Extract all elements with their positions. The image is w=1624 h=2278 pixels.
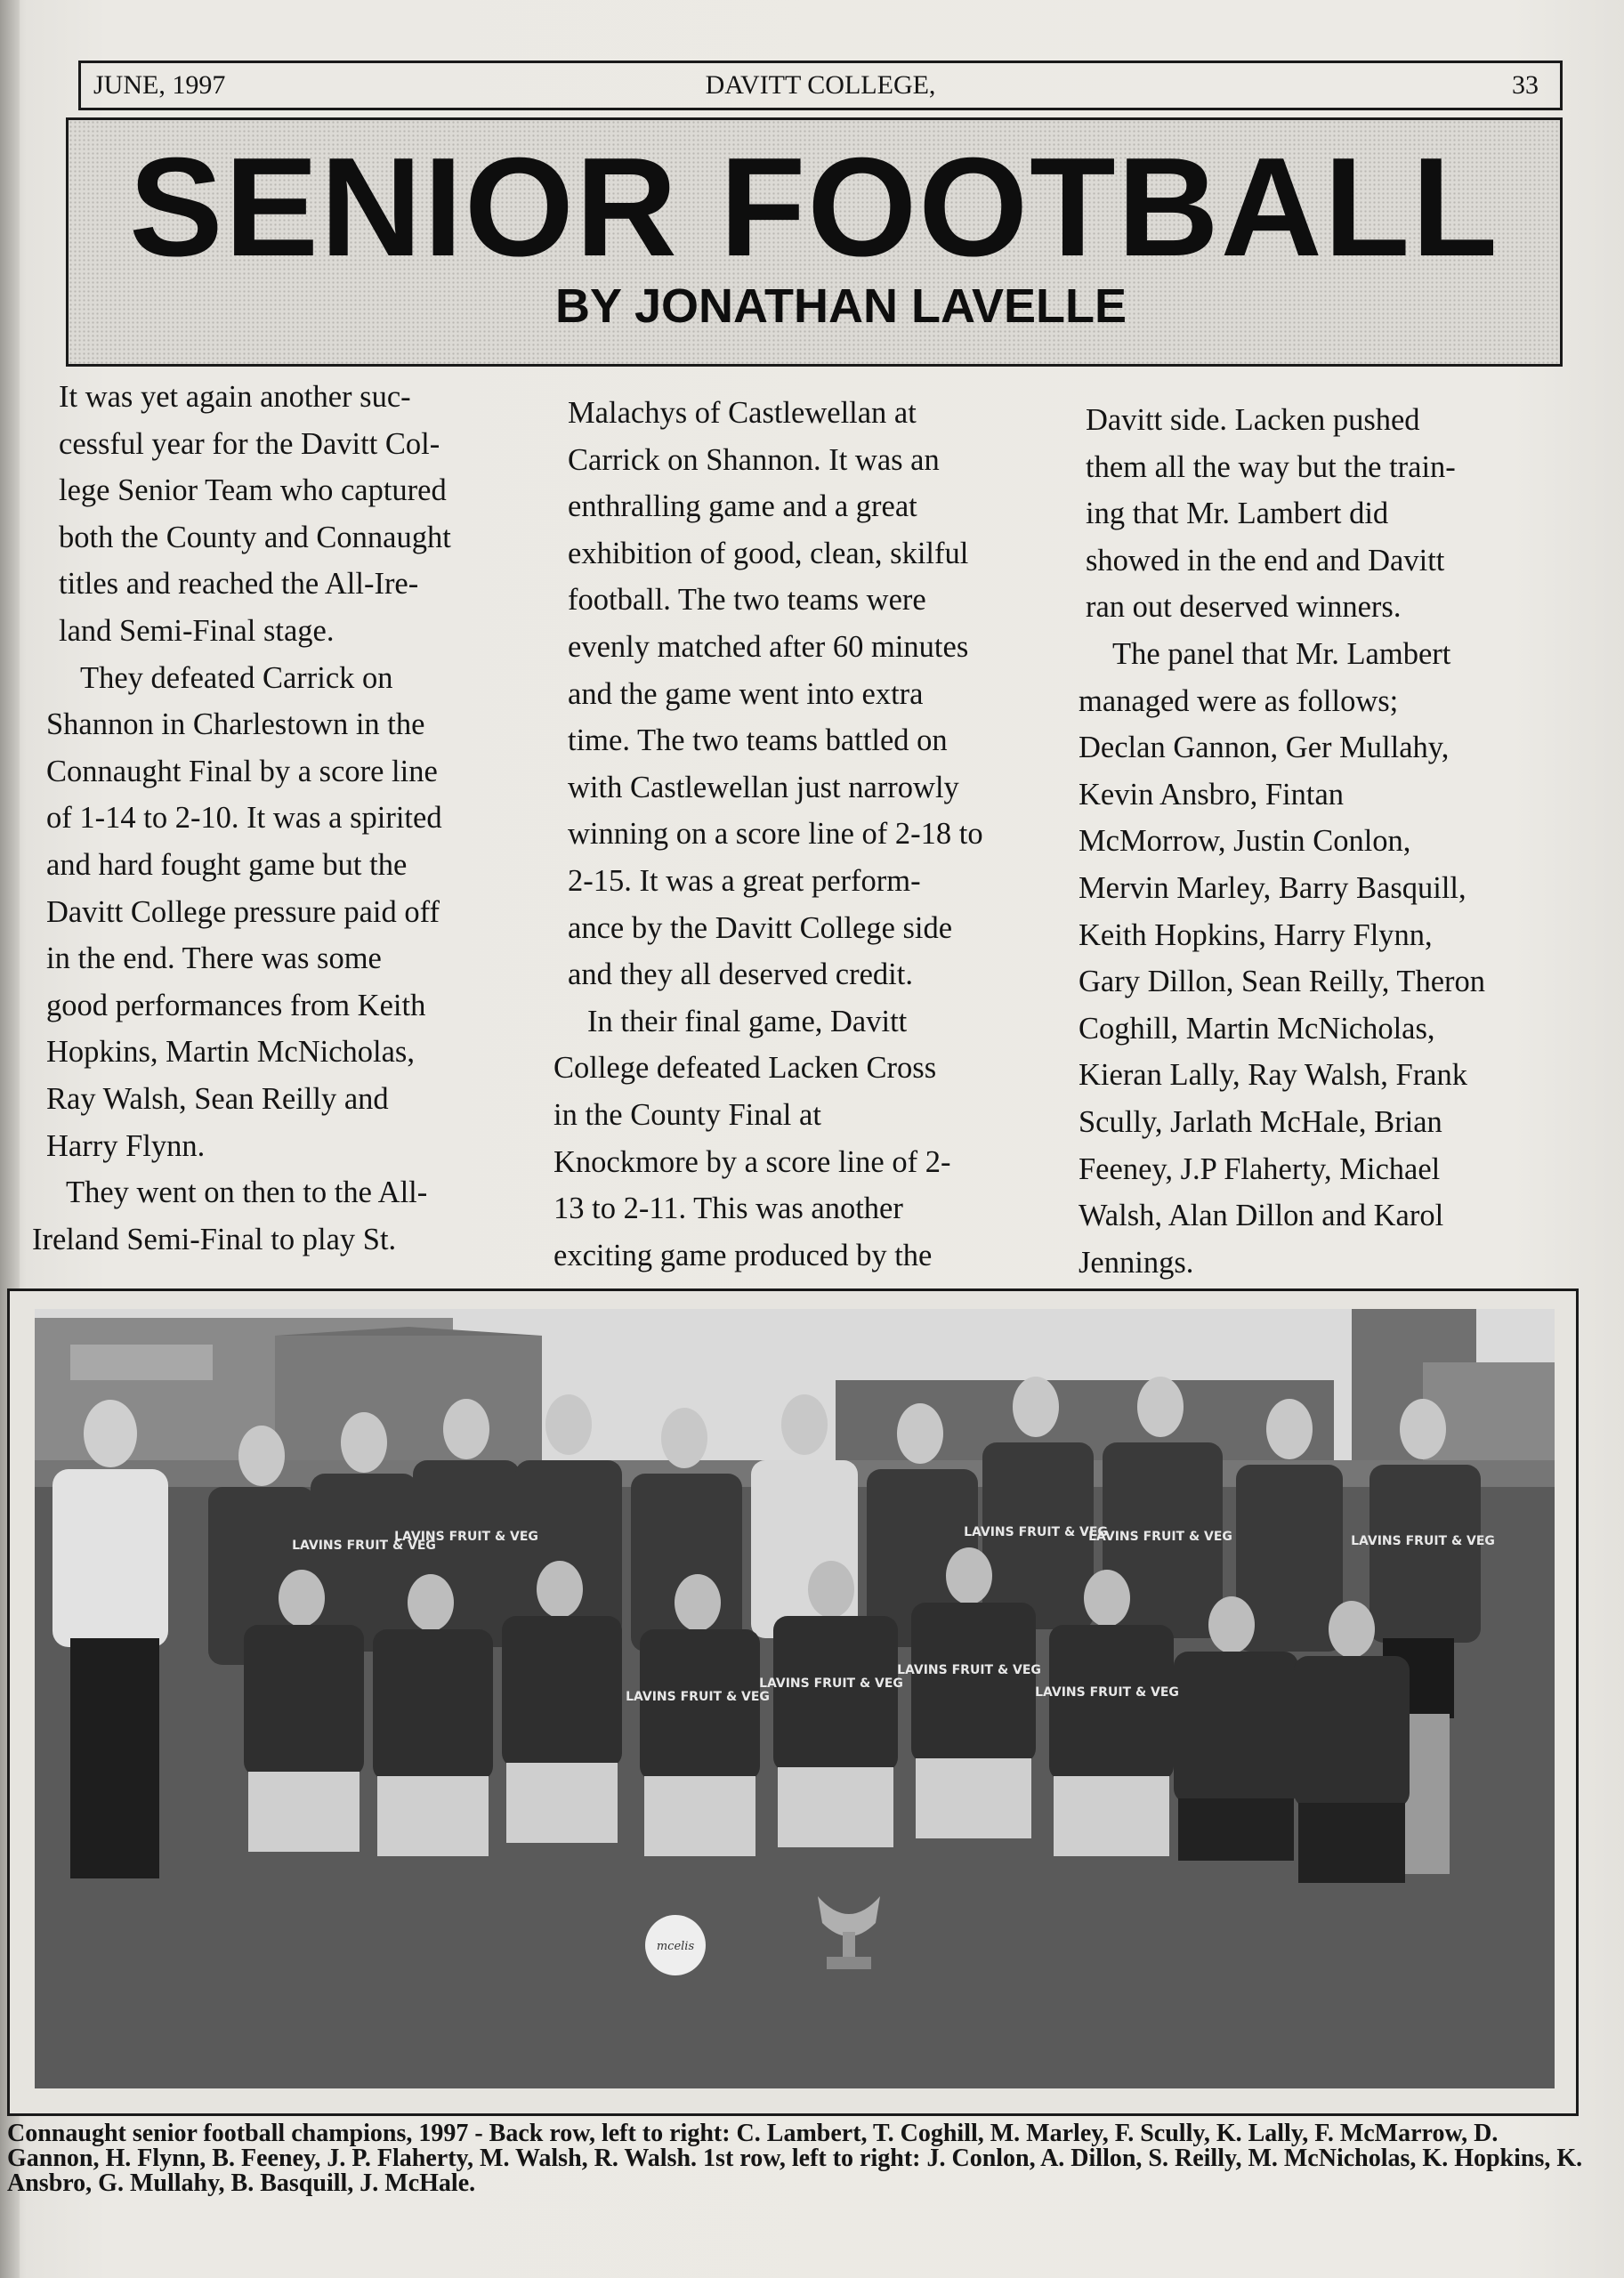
paragraph: Davitt side. Lacken pushed them all the way but the train- ing that Mr. Lambert did showed in the end and Davitt ran out deserved winners. — [1086, 403, 1456, 625]
paragraph: The panel that Mr. Lambert managed were as follows; Declan Gannon, Ger Mullahy, Kevin Ansbro, Fintan McMorrow, Justin Conlon, Mervin Marley, Barry Basquill, Keith Hopkins, Harry Flynn, Gary Dillon, Sean Reilly, Theron Coghill, Martin McNicholas, Kieran Lally, Ray Walsh, Frank Scully, Jarlath McHale, Brian Feeney, J.P Flaherty, Michael Walsh, Alan Dillon and Karol Jennings. — [1079, 636, 1486, 1280]
header-publication: DAVITT COLLEGE, — [705, 70, 936, 100]
football-brand: mcelis — [656, 1940, 695, 1953]
text-column-1 — [32, 374, 530, 1263]
jersey-label: LAVINS FRUIT & VEG — [292, 1539, 436, 1553]
team-photo-illustration — [35, 1309, 1555, 2088]
paragraph: Malachys of Castlewellan at Carrick on Shannon. It was an enthralling game and a great exhibition of good, clean, skilful football. The two teams were evenly matched after 60 minutes and the game went into extra time. The two teams battled on with Castlewellan just narrowly winning on a score line of 2-18 to 2-15. It was a great perform- ance by the Davitt College side and they all deserved credit. — [568, 396, 983, 992]
jersey-label: LAVINS FRUIT & VEG — [897, 1663, 1041, 1677]
jersey-label: LAVINS FRUIT & VEG — [964, 1525, 1108, 1539]
jersey-label: LAVINS FRUIT & VEG — [1035, 1685, 1179, 1700]
title-box — [66, 117, 1563, 367]
article-title: SENIOR FOOTBALL — [129, 129, 1499, 286]
running-header — [78, 61, 1563, 110]
photo-caption: Connaught senior football champions, 1997 - Back row, left to right: C. Lambert, T. Coghill, M. Marley, F. Scully, K. Lally, F. McMarrow, D. Gannon, H. Flynn, B. Feeney, J. P. Flaherty, M. Walsh, R. Walsh. 1st row, left to right: J. Conlon, A. Dillon, S. Reilly, M. McNicholas, K. Hopkins, K. Ansbro, G. Mullahy, B. Basquill, J. McHale. — [7, 2120, 1583, 2197]
jersey-label: LAVINS FRUIT & VEG — [626, 1690, 770, 1704]
paragraph: They defeated Carrick on Shannon in Charlestown in the Connaught Final by a score line of 1-14 to 2-10. It was a spirited and hard fought game but the Davitt College pressure paid off in the end. There was some good performances from Keith Hopkins, Martin McNicholas, Ray Walsh, Sean Reilly and Harry Flynn. — [46, 660, 442, 1163]
header-page-number: 33 — [1512, 70, 1539, 100]
team-photo — [35, 1309, 1555, 2088]
paragraph: In their final game, Davitt College defeated Lacken Cross in the County Final at Knockmore by a score line of 2- 13 to 2-11. This was another exciting game produced by the — [553, 1004, 951, 1272]
text-column-2 — [553, 390, 1061, 1279]
article-byline: BY JONATHAN LAVELLE — [554, 279, 1127, 333]
jersey-label: LAVINS FRUIT & VEG — [1088, 1530, 1232, 1544]
paragraph: It was yet again another suc- cessful year for the Davitt Col- lege Senior Team who captured both the County and Connaught titles and reached the All-Ire- land Semi-Final stage. — [59, 380, 451, 648]
paragraph: They went on then to the All- Ireland Semi-Final to play St. — [32, 1175, 428, 1256]
jersey-label: LAVINS FRUIT & VEG — [394, 1530, 538, 1544]
photo-frame — [7, 1288, 1579, 2116]
header-date: JUNE, 1997 — [93, 70, 226, 100]
text-column-3 — [1079, 397, 1586, 1286]
jersey-label: LAVINS FRUIT & VEG — [759, 1676, 903, 1691]
jersey-label: LAVINS FRUIT & VEG — [1351, 1534, 1495, 1548]
